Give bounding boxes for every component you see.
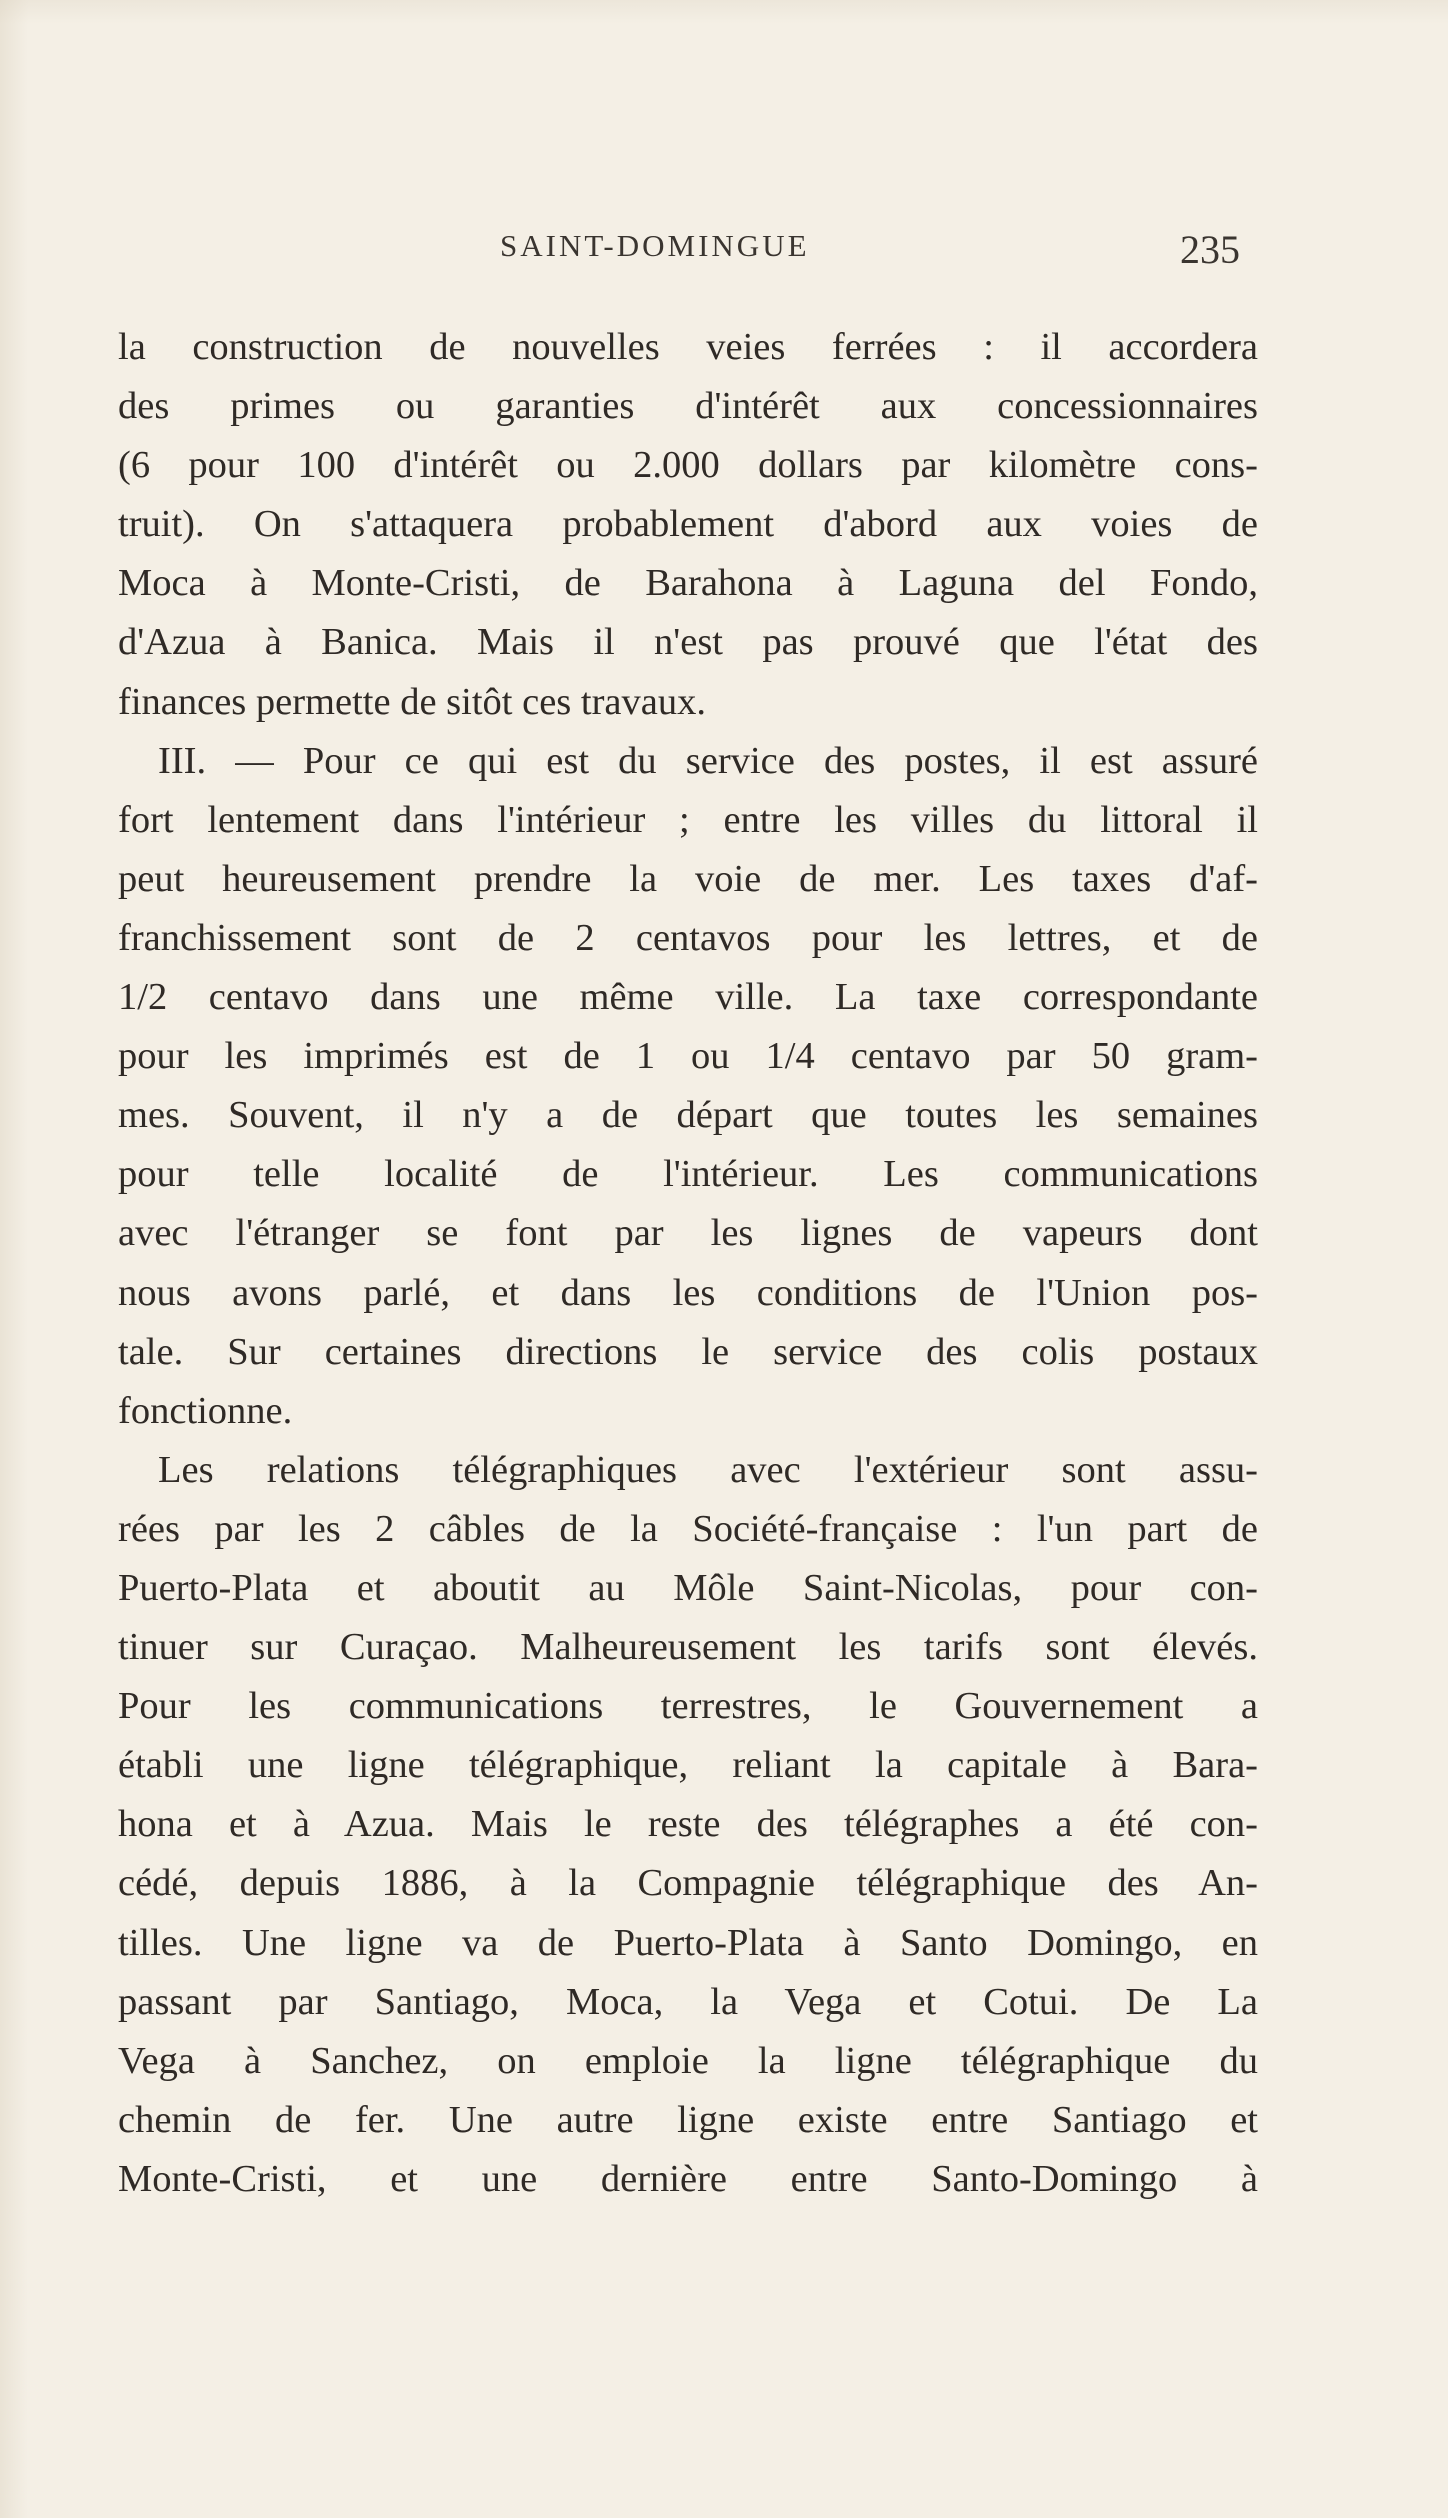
text-line: nous avons parlé, et dans les conditions de l'Union pos- bbox=[118, 1271, 1258, 1314]
text-line: la construction de nouvelles veies ferrées : il accordera bbox=[118, 326, 1258, 368]
text-line: fonctionne. bbox=[118, 1389, 293, 1432]
text-line: tilles. Une ligne va de Puerto-Plata à Santo Domingo, en bbox=[118, 1921, 1258, 1964]
text-line: chemin de fer. Une autre ligne existe entre Santiago et bbox=[118, 2098, 1258, 2141]
text-line: avec l'étranger se font par les lignes de vapeurs dont bbox=[118, 1212, 1258, 1255]
body-text bbox=[118, 318, 1258, 2209]
text-line: Pour les communications terrestres, le Gouvernement a bbox=[118, 1685, 1258, 1728]
text-line: Monte-Cristi, et une dernière entre Santo-Domingo à bbox=[118, 2157, 1258, 2200]
text-line: Vega à Sanchez, on emploie la ligne télégraphique du bbox=[118, 2039, 1258, 2082]
paragraph-start-line: Les relations télégraphiques avec l'extérieur sont assu- bbox=[158, 1448, 1258, 1491]
page-number: 235 bbox=[1180, 227, 1240, 272]
text-line: hona et à Azua. Mais le reste des télégraphes a été con- bbox=[118, 1803, 1258, 1846]
text-line: Puerto-Plata et aboutit au Môle Saint-Nicolas, pour con- bbox=[118, 1566, 1258, 1609]
text-line: peut heureusement prendre la voie de mer. Les taxes d'af- bbox=[118, 857, 1258, 900]
text-line: passant par Santiago, Moca, la Vega et Cotui. De La bbox=[118, 1980, 1258, 2023]
text-line: finances permette de sitôt ces travaux. bbox=[118, 680, 706, 723]
text-line: des primes ou garanties d'intérêt aux concessionnaires bbox=[118, 385, 1258, 428]
text-line: rées par les 2 câbles de la Société-française : l'un part de bbox=[118, 1507, 1258, 1550]
text-line: (6 pour 100 d'intérêt ou 2.000 dollars par kilomètre cons- bbox=[118, 444, 1258, 487]
text-line: Moca à Monte-Cristi, de Barahona à Laguna del Fondo, bbox=[118, 562, 1258, 605]
text-line: tale. Sur certaines directions le service des colis postaux bbox=[118, 1330, 1258, 1373]
text-line: d'Azua à Banica. Mais il n'est pas prouvé que l'état des bbox=[118, 621, 1258, 664]
text-line: cédé, depuis 1886, à la Compagnie télégraphique des An- bbox=[118, 1862, 1258, 1905]
text-line: 1/2 centavo dans une même ville. La taxe correspondante bbox=[118, 976, 1258, 1019]
running-head: SAINT-DOMINGUE bbox=[500, 228, 810, 263]
text-line: établi une ligne télégraphique, reliant la capitale à Bara- bbox=[118, 1744, 1258, 1787]
section-start-line: III. — Pour ce qui est du service des postes, il est assuré bbox=[158, 739, 1258, 782]
text-line: truit). On s'attaquera probablement d'abord aux voies de bbox=[118, 503, 1258, 546]
text-line: pour telle localité de l'intérieur. Les communications bbox=[118, 1153, 1258, 1196]
text-line: tinuer sur Curaçao. Malheureusement les tarifs sont élevés. bbox=[118, 1626, 1258, 1669]
text-line: mes. Souvent, il n'y a de départ que toutes les semaines bbox=[118, 1094, 1258, 1137]
text-line: fort lentement dans l'intérieur ; entre les villes du littoral il bbox=[118, 798, 1258, 841]
text-line: pour les imprimés est de 1 ou 1/4 centavo par 50 gram- bbox=[118, 1035, 1258, 1078]
text-line: franchissement sont de 2 centavos pour les lettres, et de bbox=[118, 916, 1258, 959]
